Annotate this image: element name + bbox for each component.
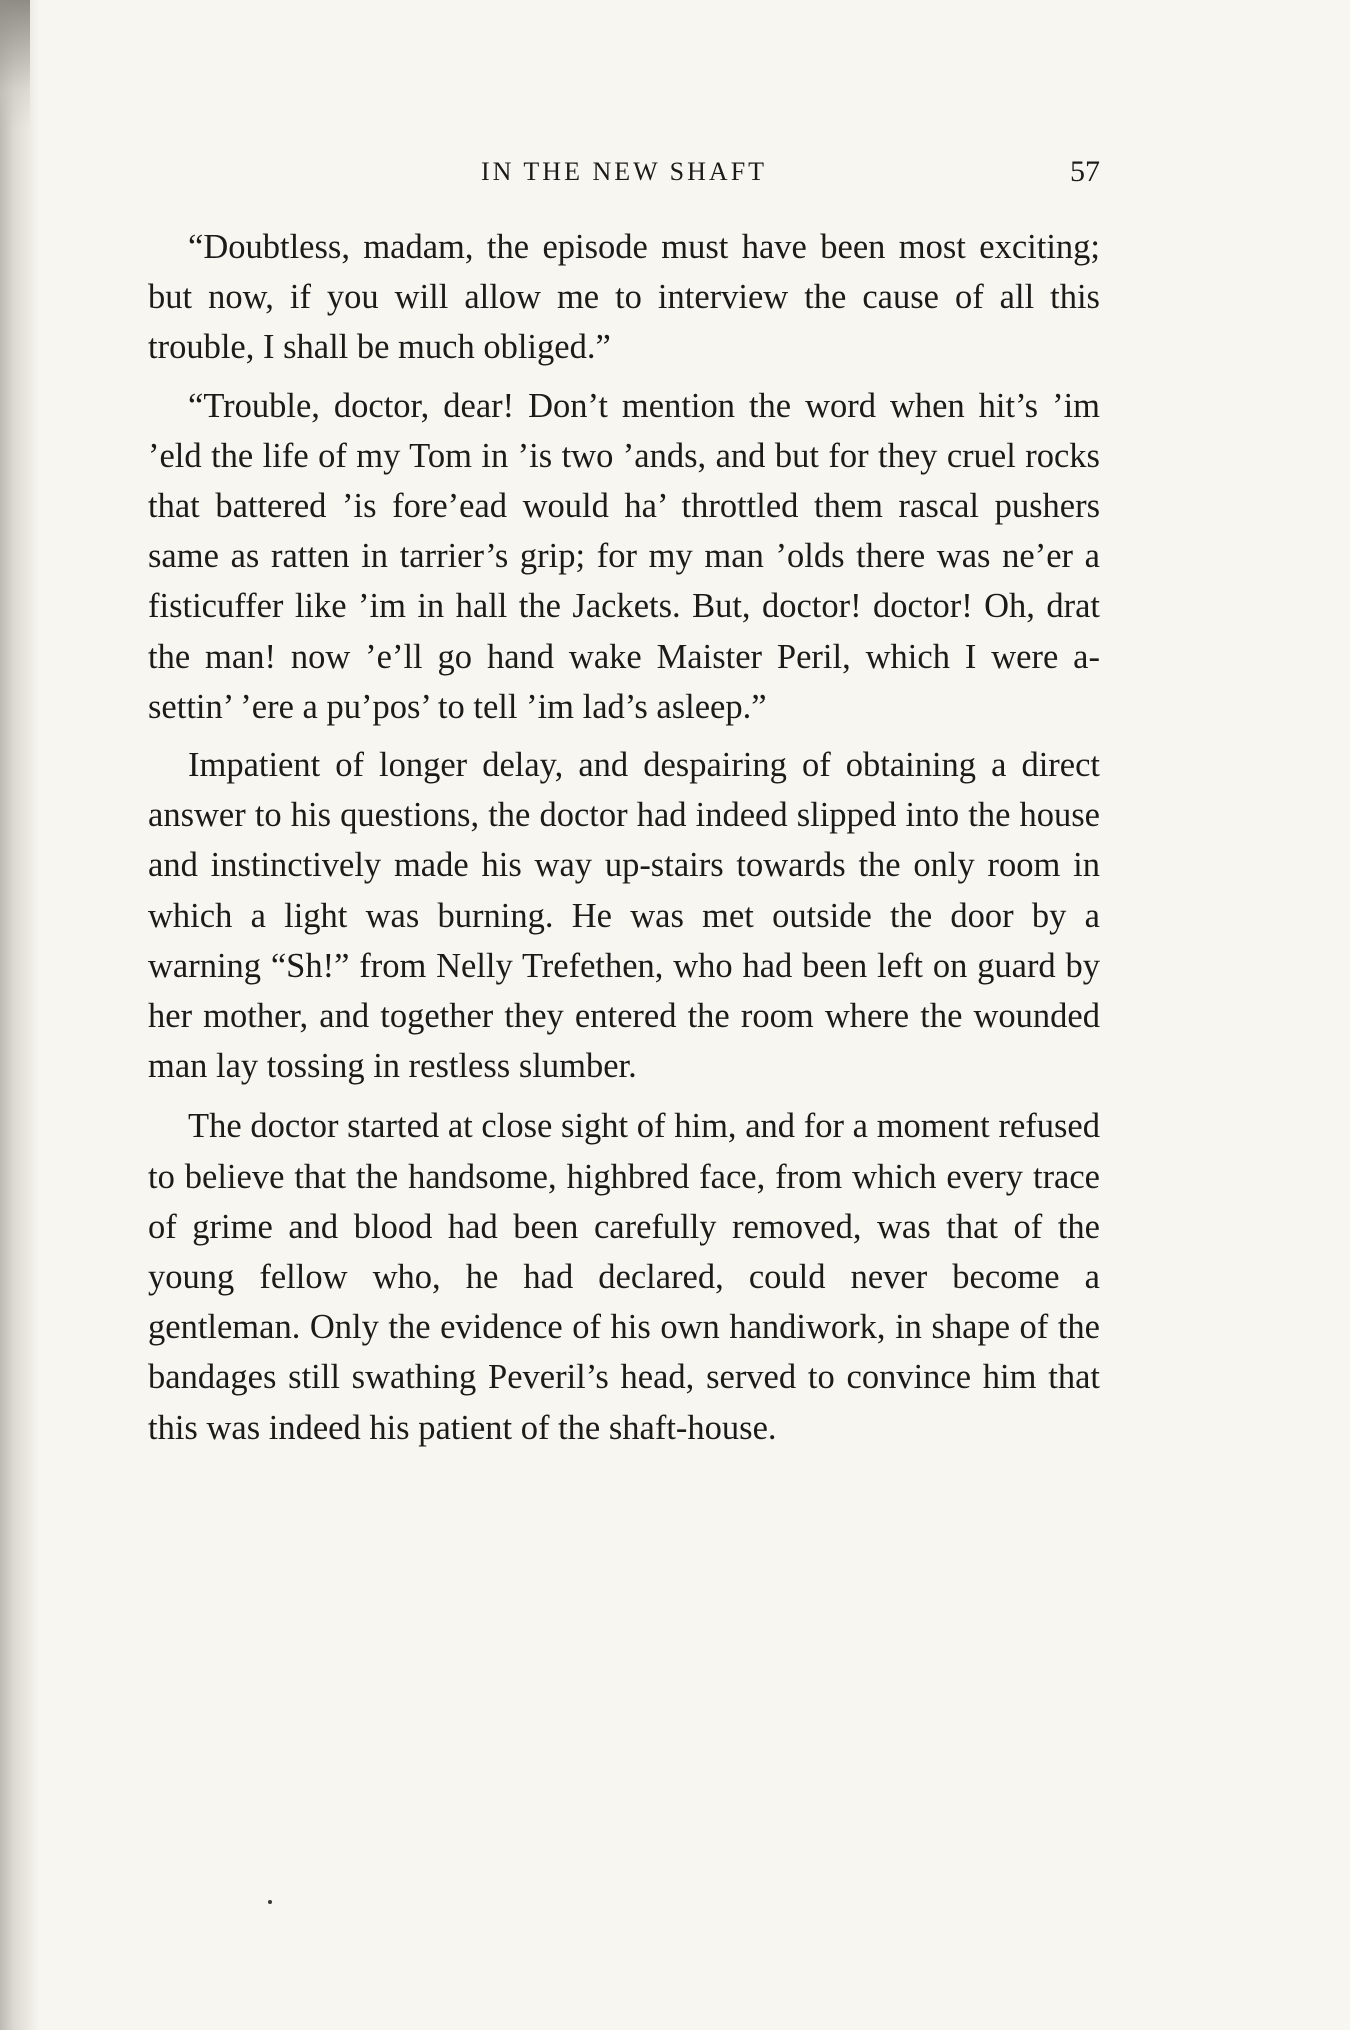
page-number: 57 <box>1070 155 1100 188</box>
running-head <box>148 150 1100 194</box>
paragraph-doctor-request: “Doubtless, madam, the episode must have been most exciting; but now, if you will allow me to interview the cause of all this trouble, I shall be much obliged.” <box>148 228 1100 367</box>
paragraph-doctor-recognizes-patient: The doctor started at close sight of him, and for a moment refused to believe that the handsome, highbred face, from which every trace of grime and blood had been carefully removed, was that of the young fellow who, he had declared, could never become a gentleman. Only the evidence of his own handiwork, in shape of the bandages still swathing Peveril’s head, served to convince him that this was indeed his patient of the shaft-house. <box>148 1107 1100 1447</box>
ink-speck <box>268 1900 272 1904</box>
running-head-title: IN THE NEW SHAFT <box>480 157 768 186</box>
paragraph-mrs-trefethen-reply: “Trouble, doctor, dear! Don’t mention the word when hit’s ’im ’eld the life of my Tom in ’is two ’ands, and but for they cruel rocks that battered ’is fore’ead would ha’ throttled them rascal pushers same as ratten in tarrier’s grip; for my man ’olds there was ne’er a fisticuffer like ’im in hall the Jackets. But, doctor! doctor! Oh, drat the man! now ’e’ll go hand wake Maister Peril, which I were a-settin’ ’ere a pu’pos’ to tell ’im lad’s asleep.” <box>148 386 1100 726</box>
scan-corner-shadow <box>0 0 30 130</box>
paragraph-doctor-upstairs: Impatient of longer delay, and despairing of obtaining a direct answer to his questions, the doctor had indeed slipped into the house and instinctively made his way up-stairs towards the only room in which a light was burning. He was met outside the door by a warning “Sh!” from Nelly Trefethen, who had been left on guard by her mother, and together they entered the room where the wounded man lay tossing in restless slumber. <box>148 746 1100 1086</box>
body-text <box>148 222 1100 1453</box>
scan-edge-shadow <box>0 0 40 2030</box>
